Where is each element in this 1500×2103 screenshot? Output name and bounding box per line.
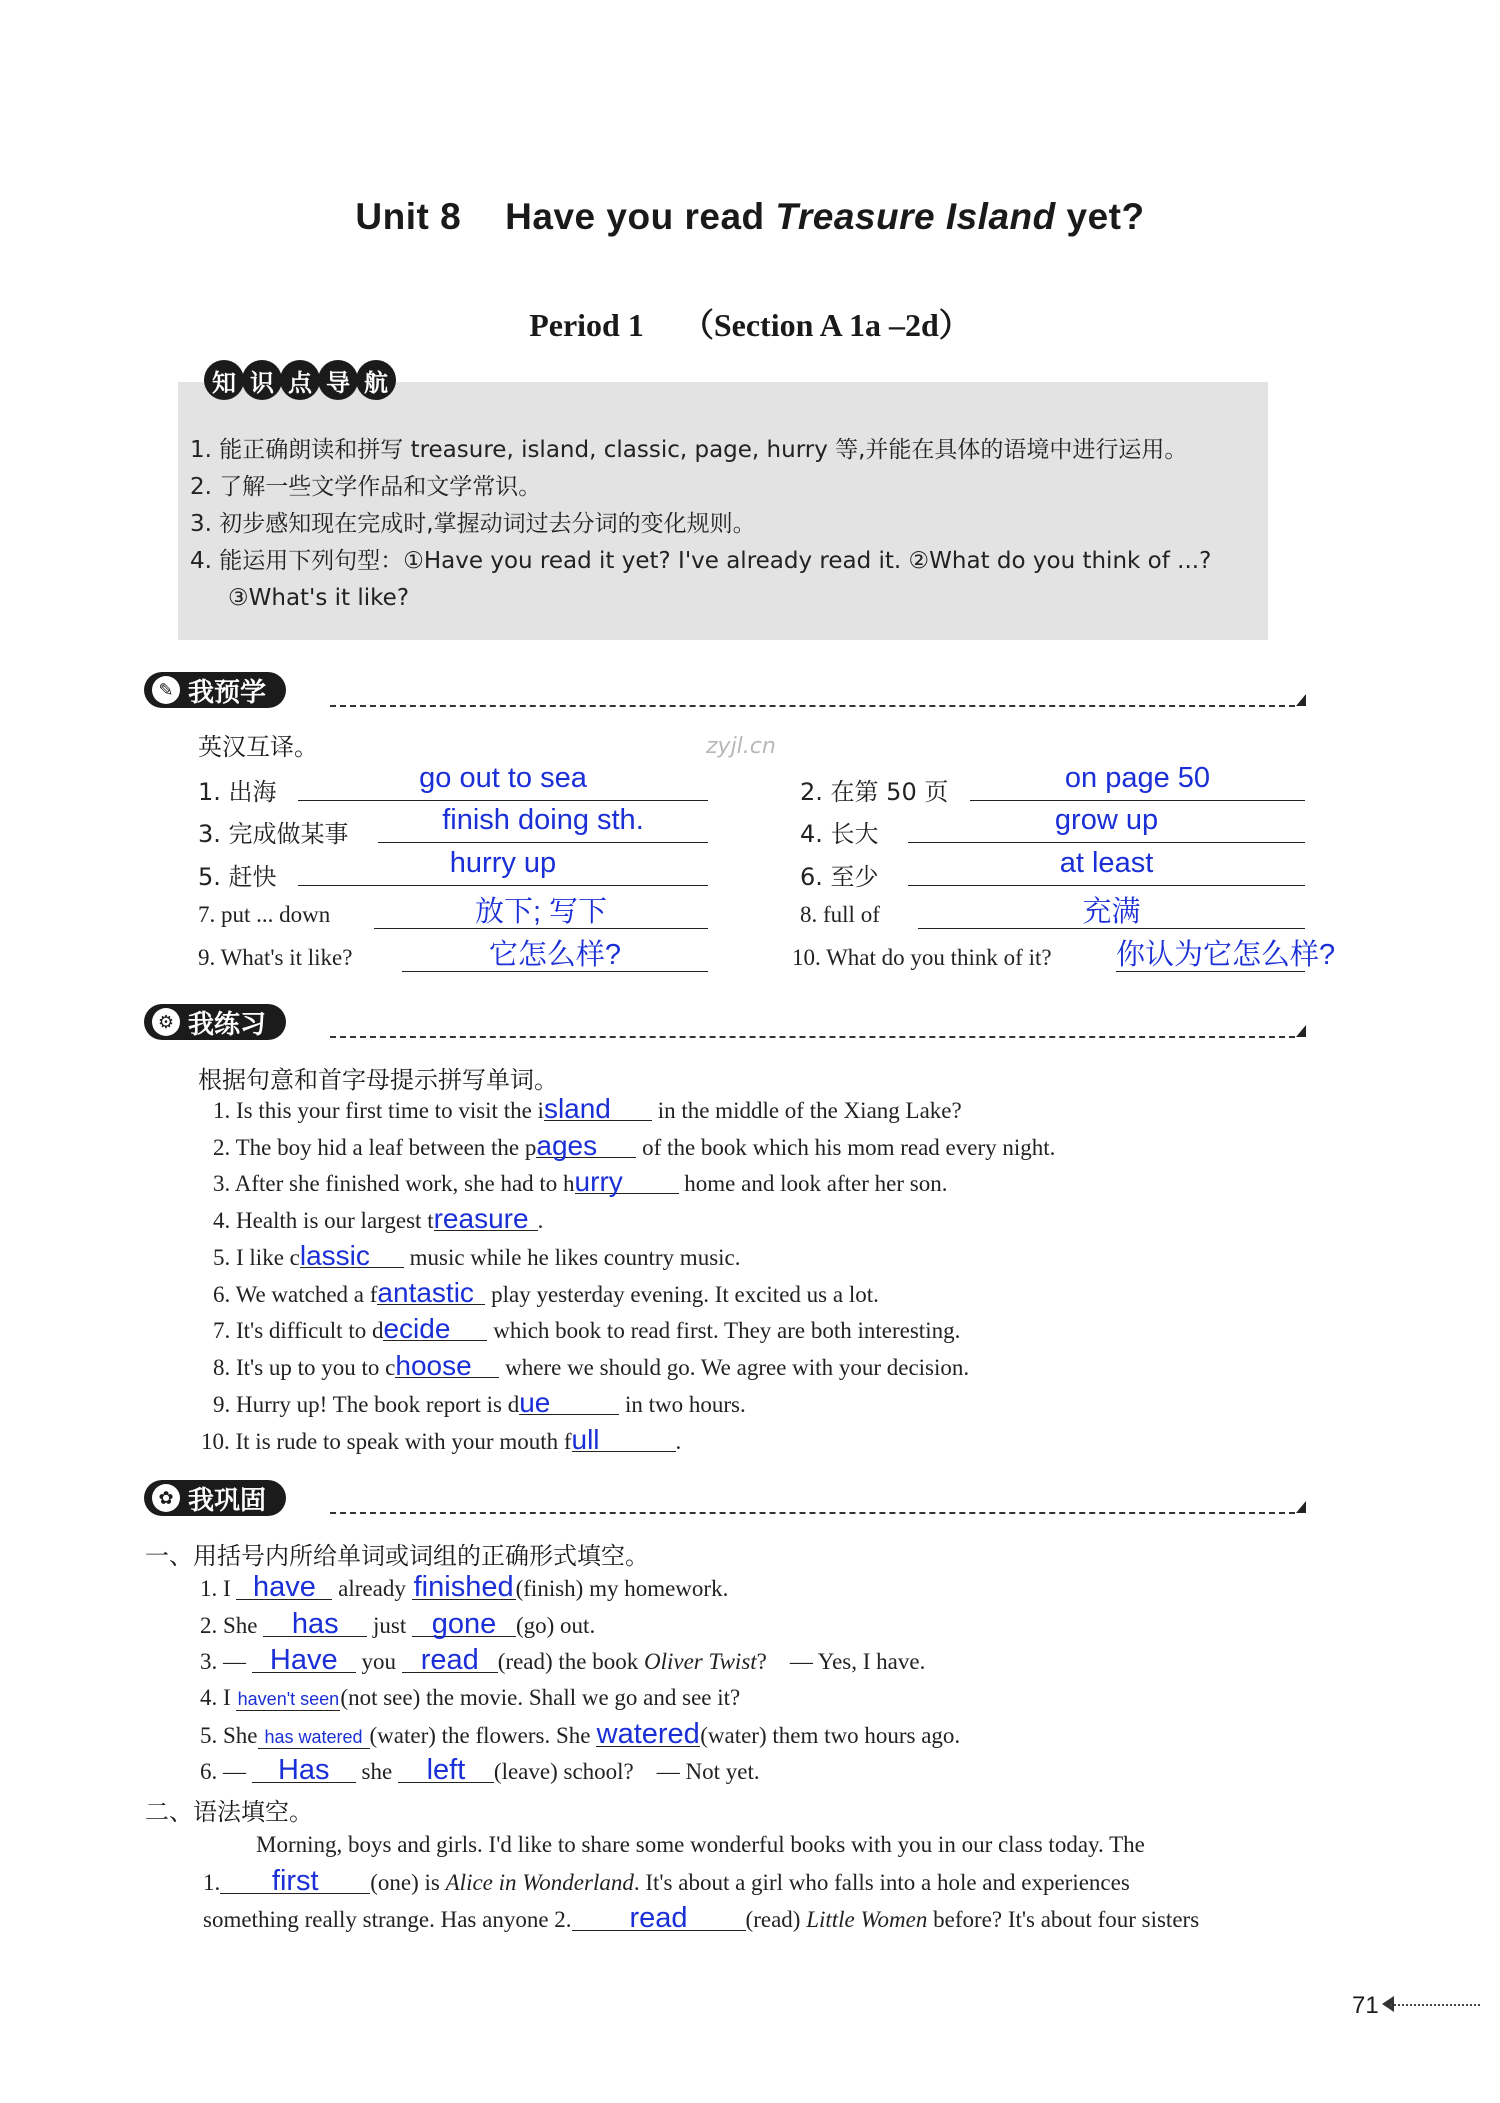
list-item: 8. full of: [800, 902, 880, 927]
badge-char: 识: [244, 362, 280, 398]
badge-char: 航: [358, 362, 394, 398]
answer-text: 你认为它怎么样?: [1116, 939, 1336, 971]
answer-text: read: [572, 1906, 746, 1931]
answer-blank[interactable]: [298, 800, 708, 801]
badge-char: 点: [282, 362, 318, 398]
answer-text: has watered: [258, 1726, 370, 1749]
answer-text: finish doing sth.: [442, 804, 644, 836]
period-title: [0, 300, 1500, 346]
corner-arrow-icon: [1296, 1501, 1306, 1513]
answer-text: go out to sea: [419, 762, 587, 794]
divider: [330, 705, 1295, 707]
title-suffix: yet?: [1066, 196, 1145, 237]
answer-blank[interactable]: [970, 800, 1305, 801]
answer-blank[interactable]: [908, 885, 1305, 886]
answer-text: gone: [412, 1612, 516, 1637]
exercise-item: 3. — Have you read (read) the book Oliver Twist? — Yes, I have.: [200, 1644, 926, 1676]
list-item: 7. put ... down: [198, 902, 331, 927]
answer-text: hurry up: [449, 847, 557, 879]
period-label: Period 1: [529, 307, 644, 343]
exercise-item: 4. Health is our largest treasure .: [213, 1203, 544, 1234]
unit-title: [0, 196, 1500, 238]
answer-text: urry: [575, 1171, 679, 1194]
exercise-item: 9. Hurry up! The book report is due in two hours.: [213, 1387, 746, 1418]
answer-text: at least: [1059, 847, 1154, 879]
practice-banner: [144, 1004, 286, 1040]
corner-arrow-icon: [1296, 694, 1306, 706]
answer-text: grow up: [1054, 804, 1159, 836]
page-marker-line: [1390, 2004, 1480, 2006]
answer-text: hoose: [395, 1355, 499, 1378]
answer-text: finished: [412, 1575, 516, 1600]
exercise-item: 7. It's difficult to decide which book to read first. They are both interesting.: [213, 1313, 961, 1344]
answer-text: read: [402, 1648, 498, 1673]
answer-text: left: [398, 1758, 494, 1783]
exercise-item: 1. I have already finished(finish) my homework.: [200, 1571, 729, 1603]
bicycle-icon: ⚙: [152, 1008, 180, 1036]
answer-blank[interactable]: [378, 842, 708, 843]
answer-text: ecide: [383, 1318, 487, 1341]
list-item: 10. What do you think of it?: [792, 945, 1052, 970]
list-item: 2. 在第 50 页: [800, 778, 949, 806]
preview-banner: [144, 672, 286, 708]
list-item: 3. 完成做某事: [198, 820, 349, 848]
passage-line: something really strange. Has anyone 2. read (read) Little Women before? It's about four sisters: [203, 1902, 1200, 1934]
answer-text: antastic: [377, 1282, 485, 1305]
badge-char: 知: [206, 362, 242, 398]
practice-instruction: 根据句意和首字母提示拼写单词。: [198, 1066, 558, 1094]
exercise-item: 2. The boy hid a leaf between the pages of the book which his mom read every night.: [213, 1130, 1056, 1161]
exercise-item: 8. It's up to you to choose where we should go. We agree with your decision.: [213, 1350, 970, 1381]
knowledge-badge: [206, 362, 394, 398]
passage-line: Morning, boys and girls. I'd like to share some wonderful books with you in our class today. The: [256, 1832, 1145, 1857]
badge-char: 导: [320, 362, 356, 398]
book-icon: ✎: [152, 676, 180, 704]
answer-text: 它怎么样?: [488, 939, 622, 971]
exercise-item: 5. I like classic music while he likes country music.: [213, 1240, 741, 1271]
period-section: （Section A 1a –2d）: [681, 307, 971, 343]
preview-instruction: 英汉互译。: [198, 733, 318, 761]
exercise-item: 10. It is rude to speak with your mouth full .: [201, 1424, 682, 1455]
answer-text: reasure: [434, 1208, 538, 1231]
answer-text: watered: [596, 1718, 700, 1750]
answer-text: 放下; 写下: [474, 896, 608, 928]
list-item: 1. 出海: [198, 778, 277, 806]
answer-text: 充满: [1082, 896, 1141, 928]
exercise-item: 4. I haven't seen(not see) the movie. Shall we go and see it?: [200, 1685, 741, 1710]
answer-text: Have: [252, 1648, 356, 1673]
answer-text: haven't seen: [237, 1689, 340, 1709]
page-number: 71: [1352, 1992, 1379, 2019]
practice-banner-label: 我练习: [188, 1009, 267, 1040]
list-item: 4. 长大: [800, 820, 879, 848]
unit-label: Unit 8: [355, 196, 462, 237]
divider: [330, 1512, 1295, 1514]
consolidate-banner: [144, 1480, 286, 1516]
knowledge-point: 2. 了解一些文学作品和文学常识。: [190, 474, 542, 500]
part1-title: 一、用括号内所给单词或词组的正确形式填空。: [145, 1542, 649, 1570]
answer-text: have: [236, 1575, 332, 1600]
watermark: zyjl.cn: [706, 734, 776, 759]
answer-text: on page 50: [1064, 762, 1211, 794]
divider: [330, 1036, 1295, 1038]
exercise-item: 3. After she finished work, she had to hurry home and look after her son.: [213, 1166, 948, 1197]
passage-line: 1. first (one) is Alice in Wonderland. It's about a girl who falls into a hole and experiences: [203, 1865, 1130, 1897]
knowledge-point: 4. 能运用下列句型：①Have you read it yet? I've already read it. ②What do you think of ...?: [190, 548, 1212, 574]
answer-text: ue: [519, 1392, 619, 1415]
exercise-item: 2. She has just gone (go) out.: [200, 1608, 596, 1640]
answer-blank[interactable]: [908, 842, 1305, 843]
list-item: 6. 至少: [800, 863, 879, 891]
exercise-item: 6. — Has she left (leave) school? — Not yet.: [200, 1754, 760, 1786]
answer-text: has: [263, 1612, 367, 1637]
exercise-item: 6. We watched a fantastic play yesterday evening. It excited us a lot.: [213, 1277, 879, 1308]
answer-text: ages: [536, 1135, 636, 1158]
answer-text: lassic: [300, 1245, 404, 1268]
part2-title: 二、语法填空。: [145, 1798, 313, 1826]
knowledge-point: ③What's it like?: [228, 585, 410, 611]
title-book: Treasure Island: [775, 196, 1056, 237]
title-text: Have you read: [505, 196, 765, 237]
corner-arrow-icon: [1296, 1025, 1306, 1037]
exercise-item: 5. She has watered (water) the flowers. She watered(water) them two hours ago.: [200, 1718, 961, 1750]
answer-text: first: [220, 1869, 370, 1894]
answer-blank[interactable]: [298, 885, 708, 886]
knowledge-point: 3. 初步感知现在完成时,掌握动词过去分词的变化规则。: [190, 511, 756, 537]
answer-text: Has: [252, 1758, 356, 1783]
answer-text: sland: [544, 1098, 652, 1121]
consolidate-banner-label: 我巩固: [188, 1485, 267, 1516]
list-item: 9. What's it like?: [198, 945, 353, 970]
list-item: 5. 赶快: [198, 863, 277, 891]
knowledge-point: 1. 能正确朗读和拼写 treasure, island, classic, page, hurry 等,并能在具体的语境中进行运用。: [190, 437, 1188, 463]
exercise-item: 1. Is this your first time to visit the island in the middle of the Xiang Lake?: [213, 1093, 962, 1124]
brain-icon: ✿: [152, 1484, 180, 1512]
preview-banner-label: 我预学: [188, 677, 267, 708]
answer-text: ull: [572, 1429, 676, 1452]
